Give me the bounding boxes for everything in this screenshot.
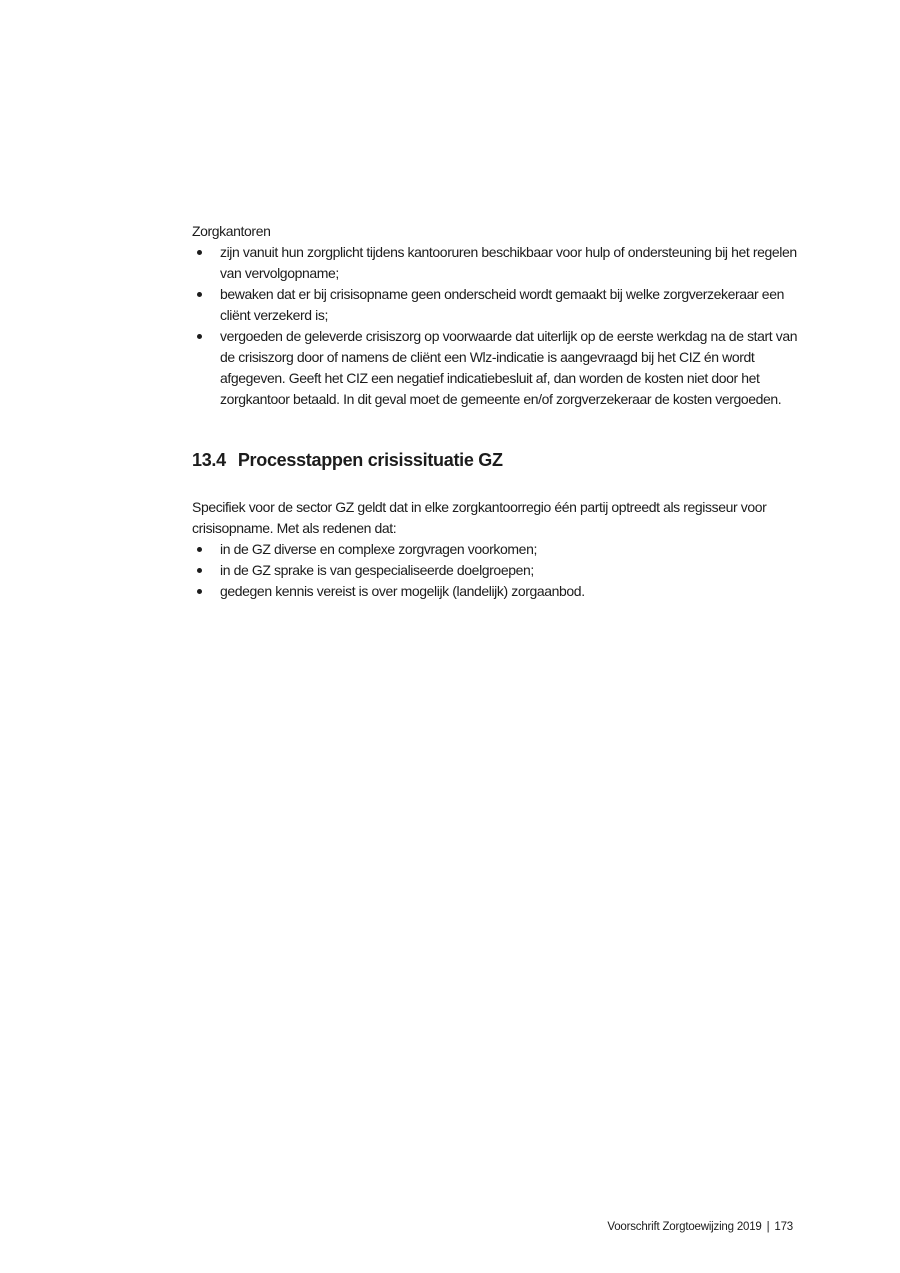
- bullet-item: bewaken dat er bij crisisopname geen onderscheid wordt gemaakt bij welke zorgverzekeraar een cliënt verzekerd is;: [192, 284, 798, 326]
- bullet-item: vergoeden de geleverde crisiszorg op voorwaarde dat uiterlijk op de eerste werkdag na de start van de crisiszorg door of namens de cliënt een Wlz-indicatie is aangevraagd bij het CIZ én wordt afgegeven. Geeft het CIZ een negatief indicatiebesluit af, dan worden de kosten niet door het zorgkantoor betaald. In dit geval moet de gemeente en/of zorgverzekeraar de kosten vergoeden.: [192, 326, 798, 410]
- footer-document-title: Voorschrift Zorgtoewijzing 2019: [607, 1221, 762, 1233]
- bullet-item: zijn vanuit hun zorgplicht tijdens kantooruren beschikbaar voor hulp of ondersteuning bij het regelen van vervolgopname;: [192, 242, 798, 284]
- zorgkantoren-bullet-list: [192, 242, 798, 410]
- bullet-item: in de GZ diverse en complexe zorgvragen voorkomen;: [192, 539, 798, 560]
- section-title: Processtappen crisissituatie GZ: [237, 450, 503, 470]
- page-footer: [607, 1220, 793, 1235]
- zorgkantoren-section: [192, 221, 798, 410]
- footer-separator: |: [766, 1221, 770, 1233]
- bullet-item: gedegen kennis vereist is over mogelijk (landelijk) zorgaanbod.: [192, 581, 798, 602]
- section-paragraph: Specifiek voor de sector GZ geldt dat in elke zorgkantoorregio één partij optreedt als regisseur voor crisisopname. Met als redenen dat:: [192, 499, 767, 536]
- section-body: [192, 497, 798, 602]
- bullet-item: in de GZ sprake is van gespecialiseerde doelgroepen;: [192, 560, 798, 581]
- section-heading: [192, 448, 798, 472]
- footer-page-number: 173: [774, 1221, 793, 1233]
- intro-label: Zorgkantoren: [192, 223, 271, 239]
- gz-reasons-bullet-list: [192, 539, 798, 602]
- section-number: 13.4: [192, 450, 226, 470]
